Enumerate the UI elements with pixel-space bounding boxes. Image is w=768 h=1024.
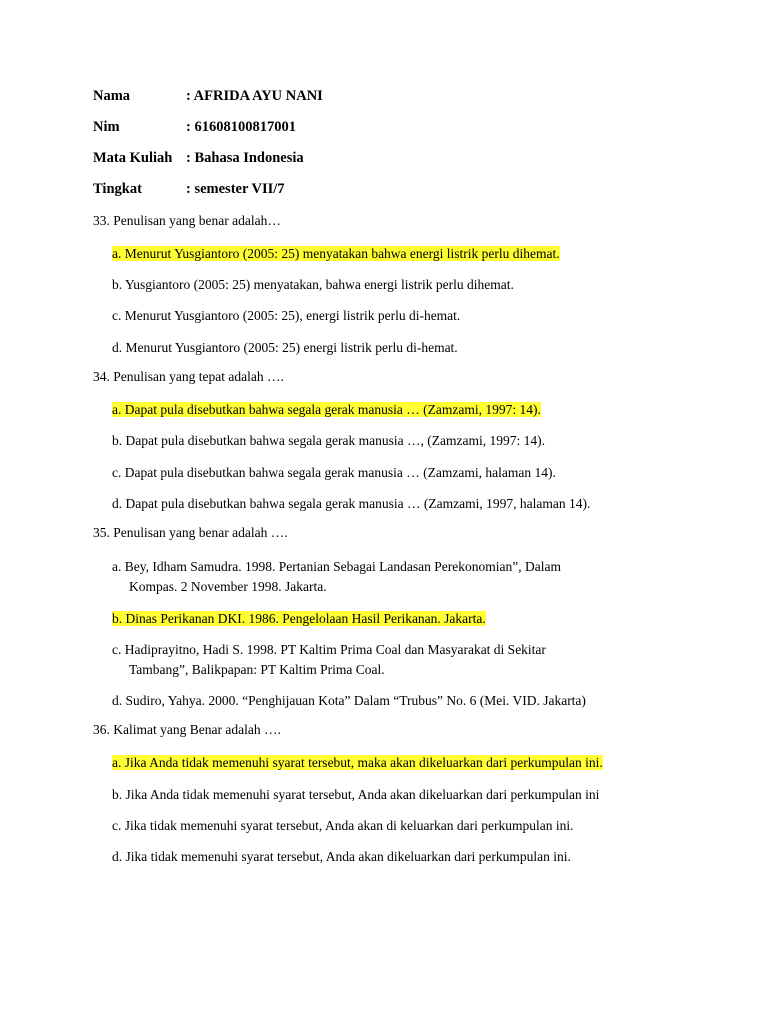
answer-option: c. Menurut Yusgiantoro (2005: 25), energi listrik perlu di-hemat. bbox=[112, 308, 461, 323]
answer-option bbox=[112, 557, 675, 597]
option-text: a. Dapat pula disebutkan bahwa segala gerak manusia … (Zamzami, 1997: 14). bbox=[112, 402, 541, 417]
question-34: 34. Penulisan yang tepat adalah …. bbox=[93, 369, 284, 384]
answer-option: b. Yusgiantoro (2005: 25) menyatakan, bahwa energi listrik perlu dihemat. bbox=[112, 277, 514, 292]
answer-option: d. Dapat pula disebutkan bahwa segala gerak manusia … (Zamzami, 1997, halaman 14). bbox=[112, 496, 591, 511]
question-35: 35. Penulisan yang benar adalah …. bbox=[93, 525, 288, 540]
answer-option bbox=[112, 640, 675, 680]
answer-option-highlighted bbox=[112, 400, 541, 420]
header-label: Nim bbox=[93, 119, 120, 135]
header-value: : 61608100817001 bbox=[186, 119, 296, 135]
question-33: 33. Penulisan yang benar adalah… bbox=[93, 213, 281, 228]
header-value: : AFRIDA AYU NANI bbox=[186, 88, 323, 104]
option-text: a. Jika Anda tidak memenuhi syarat tersebut, maka akan dikeluarkan dari perkumpulan ini. bbox=[112, 755, 603, 770]
answer-option: d. Menurut Yusgiantoro (2005: 25) energi listrik perlu di-hemat. bbox=[112, 340, 458, 355]
answer-option-highlighted bbox=[112, 244, 560, 264]
answer-option: c. Jika tidak memenuhi syarat tersebut, Anda akan di keluarkan dari perkumpulan ini. bbox=[112, 818, 574, 833]
question-36: 36. Kalimat yang Benar adalah …. bbox=[93, 722, 281, 737]
header-row-nim bbox=[93, 119, 296, 136]
header-value: : semester VII/7 bbox=[186, 181, 285, 197]
header-value: : Bahasa Indonesia bbox=[186, 150, 304, 166]
option-line-continued: Tambang”, Balikpapan: PT Kaltim Prima Coal. bbox=[129, 662, 385, 677]
header-label: Nama bbox=[93, 88, 131, 104]
answer-option: d. Sudiro, Yahya. 2000. “Penghijauan Kota” Dalam “Trubus” No. 6 (Mei. VID. Jakarta) bbox=[112, 693, 586, 708]
answer-option-highlighted bbox=[112, 609, 486, 629]
option-text: b. Dinas Perikanan DKI. 1986. Pengelolaan Hasil Perikanan. Jakarta. bbox=[112, 611, 486, 626]
option-line-continued: Kompas. 2 November 1998. Jakarta. bbox=[129, 579, 327, 594]
answer-option: d. Jika tidak memenuhi syarat tersebut, Anda akan dikeluarkan dari perkumpulan ini. bbox=[112, 849, 571, 864]
header-label: Mata Kuliah bbox=[93, 150, 173, 166]
header-row-nama bbox=[93, 88, 323, 105]
answer-option: b. Dapat pula disebutkan bahwa segala gerak manusia …, (Zamzami, 1997: 14). bbox=[112, 433, 545, 448]
option-line: c. Hadiprayitno, Hadi S. 1998. PT Kaltim Prima Coal dan Masyarakat di Sekitar bbox=[112, 642, 546, 657]
header-row-mata-kuliah bbox=[93, 150, 304, 167]
answer-option: c. Dapat pula disebutkan bahwa segala gerak manusia … (Zamzami, halaman 14). bbox=[112, 465, 556, 480]
answer-option-highlighted bbox=[112, 753, 603, 773]
answer-option: b. Jika Anda tidak memenuhi syarat tersebut, Anda akan dikeluarkan dari perkumpulan ini bbox=[112, 787, 600, 802]
option-line: a. Bey, Idham Samudra. 1998. Pertanian Sebagai Landasan Perekonomian”, Dalam bbox=[112, 559, 561, 574]
option-text: a. Menurut Yusgiantoro (2005: 25) menyatakan bahwa energi listrik perlu dihemat. bbox=[112, 246, 560, 261]
header-label: Tingkat bbox=[93, 181, 142, 197]
header-row-tingkat bbox=[93, 181, 285, 198]
